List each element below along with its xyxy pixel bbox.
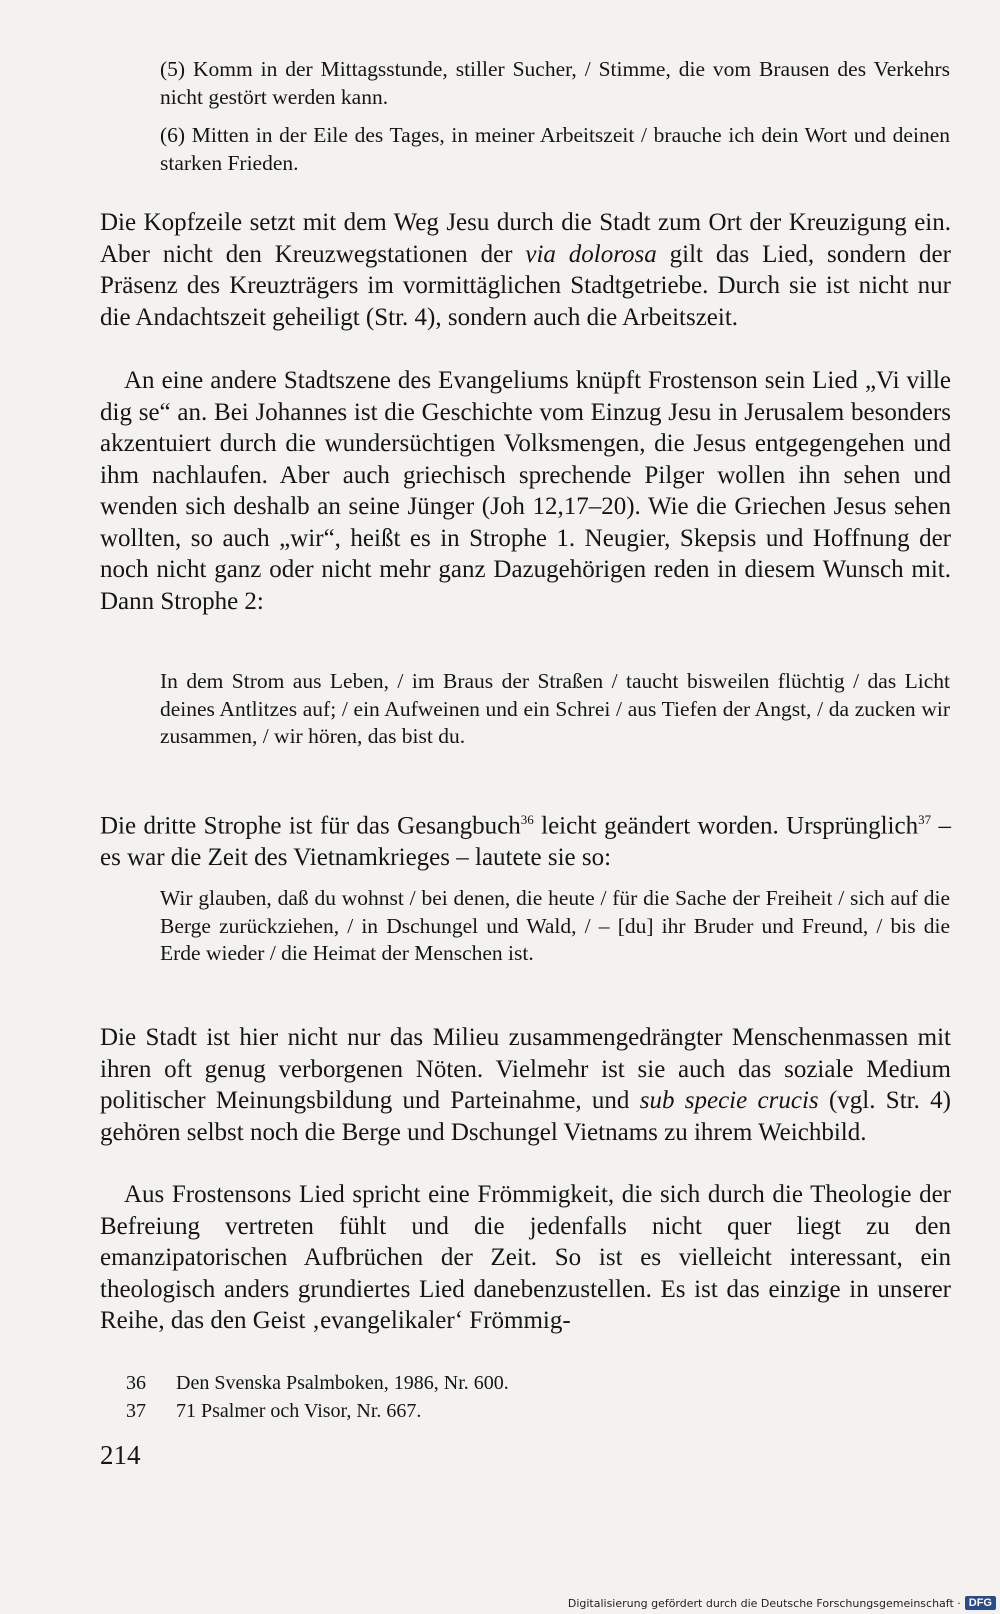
paragraph-dritte-strophe <box>100 804 951 873</box>
footnote-text: Den Svenska Psalmboken, 1986, Nr. 600. <box>176 1372 509 1394</box>
dfg-logo: DFG <box>965 1596 996 1610</box>
quote-stanza-6: (6) Mitten in der Eile des Tages, in meiner Arbeitszeit / brauche ich dein Wort und deinen starken Frieden. <box>160 123 950 175</box>
footnote-number: 37 <box>126 1400 146 1422</box>
paragraph-text: leicht geändert worden. Ursprünglich <box>533 812 919 840</box>
paragraph-text: Die Kopfzeile setzt mit dem Weg Jesu durch die Stadt zum Ort der Kreuzigung ein. Aber nicht den Kreuzwegstationen der <box>100 209 951 268</box>
paragraph-text: Die dritte Strophe ist für das Gesangbuch <box>100 812 521 840</box>
quote-block-original-stanza: Wir glauben, daß du wohnst / bei denen, die heute / für die Sache der Freiheit / sich auf die Berge zurückziehen, / in Dschungel und Wald, / – [du] ihr Bruder und Freund, / bis die Erde wieder / die Heimat der Menschen ist. <box>160 886 950 965</box>
footnote-ref-37: 37 <box>918 812 932 827</box>
emphasis-sub-specie-crucis: sub specie crucis <box>639 1087 819 1114</box>
paragraph-stadtszene: An eine andere Stadtszene des Evangeliums knüpft Frostenson sein Lied „Vi ville dig se“ an. Bei Johannes ist die Geschichte vom Einzug Jesu in Jerusalem besonders akzentuiert durch die wundersüchtigen Volksmengen, die Jesus entgegengehen und ihm nachlaufen. Aber auch griechisch sprechende Pilger wollen ihn sehen und wenden sich deshalb an seine Jünger (Joh 12,17–20). Wie die Griechen Jesus sehen wollten, so auch „wir“, heißt es in Strophe 1. Neugier, Skepsis und Hoffnung der noch nicht ganz oder nicht mehr ganz Dazugehörigen reden in diesem Wunsch mit. Dann Strophe 2: <box>100 367 951 615</box>
quote-stanza-5: (5) Komm in der Mittagsstunde, stiller Sucher, / Stimme, die vom Brausen des Verkehrs nicht gestört werden kann. <box>160 57 950 109</box>
paragraph-text: gilt das Lied, sondern der Präsenz des Kreuzträgers im vormittäglichen Stadtgetriebe. Durch sie ist nicht nur die Andachtszeit geheiligt (Str. 4), sondern auch die Arbeitszeit. <box>100 240 951 331</box>
footnote-37 <box>126 1399 421 1423</box>
paragraph-stadt-milieu <box>100 1022 951 1148</box>
footnote-number: 36 <box>126 1372 146 1394</box>
digitization-footer <box>568 1592 1000 1614</box>
page-number: 214 <box>100 1440 141 1470</box>
footnote-text: 71 Psalmer och Visor, Nr. 667. <box>176 1400 422 1422</box>
paragraph-kopfzeile <box>100 207 951 333</box>
paragraph-text: (vgl. Str. 4) gehören selbst noch die Berge und Dschungel Vietnams zu ihrem Weichbild. <box>100 1087 951 1146</box>
footnote-36 <box>126 1371 509 1395</box>
footnote-ref-36: 36 <box>520 812 534 827</box>
quote-block-stanza-2: In dem Strom aus Leben, / im Braus der Straßen / taucht bisweilen flüchtig / das Licht deines Antlitzes auf; / ein Aufweinen und ein Schrei / aus Tiefen der Angst, / da zucken wir zusammen, / wir hören, das bist du. <box>160 669 950 748</box>
emphasis-via-dolorosa: via dolorosa <box>525 240 657 268</box>
paragraph-text: Die Stadt ist hier nicht nur das Milieu zusammengedrängter Menschenmassen mit ihren oft genug verborgenen Nöten. Vielmehr ist sie auch das soziale Medium politischer Meinungsbildung und Parteinahme, und <box>100 1024 951 1114</box>
footer-text: Digitalisierung gefördert durch die Deutsche Forschungsgemeinschaft · <box>567 1596 961 1610</box>
paragraph-text: – es war die Zeit des Vietnamkrieges – lautete sie so: <box>100 812 951 871</box>
paragraph-froemmigkeit: Aus Frostensons Lied spricht eine Frömmigkeit, die sich durch die Theologie der Befreiung vertreten fühlt und die jedenfalls nicht quer liegt zu den emanzipatorischen Aufbrüchen der Zeit. So ist es vielleicht interessant, ein theologisch anders grundiertes Lied danebenzustellen. Es ist das einzige in unserer Reihe, das den Geist ‚evangelikaler‘ Frömmig- <box>100 1181 951 1334</box>
quote-block-stanzas-5-6 <box>160 56 950 177</box>
